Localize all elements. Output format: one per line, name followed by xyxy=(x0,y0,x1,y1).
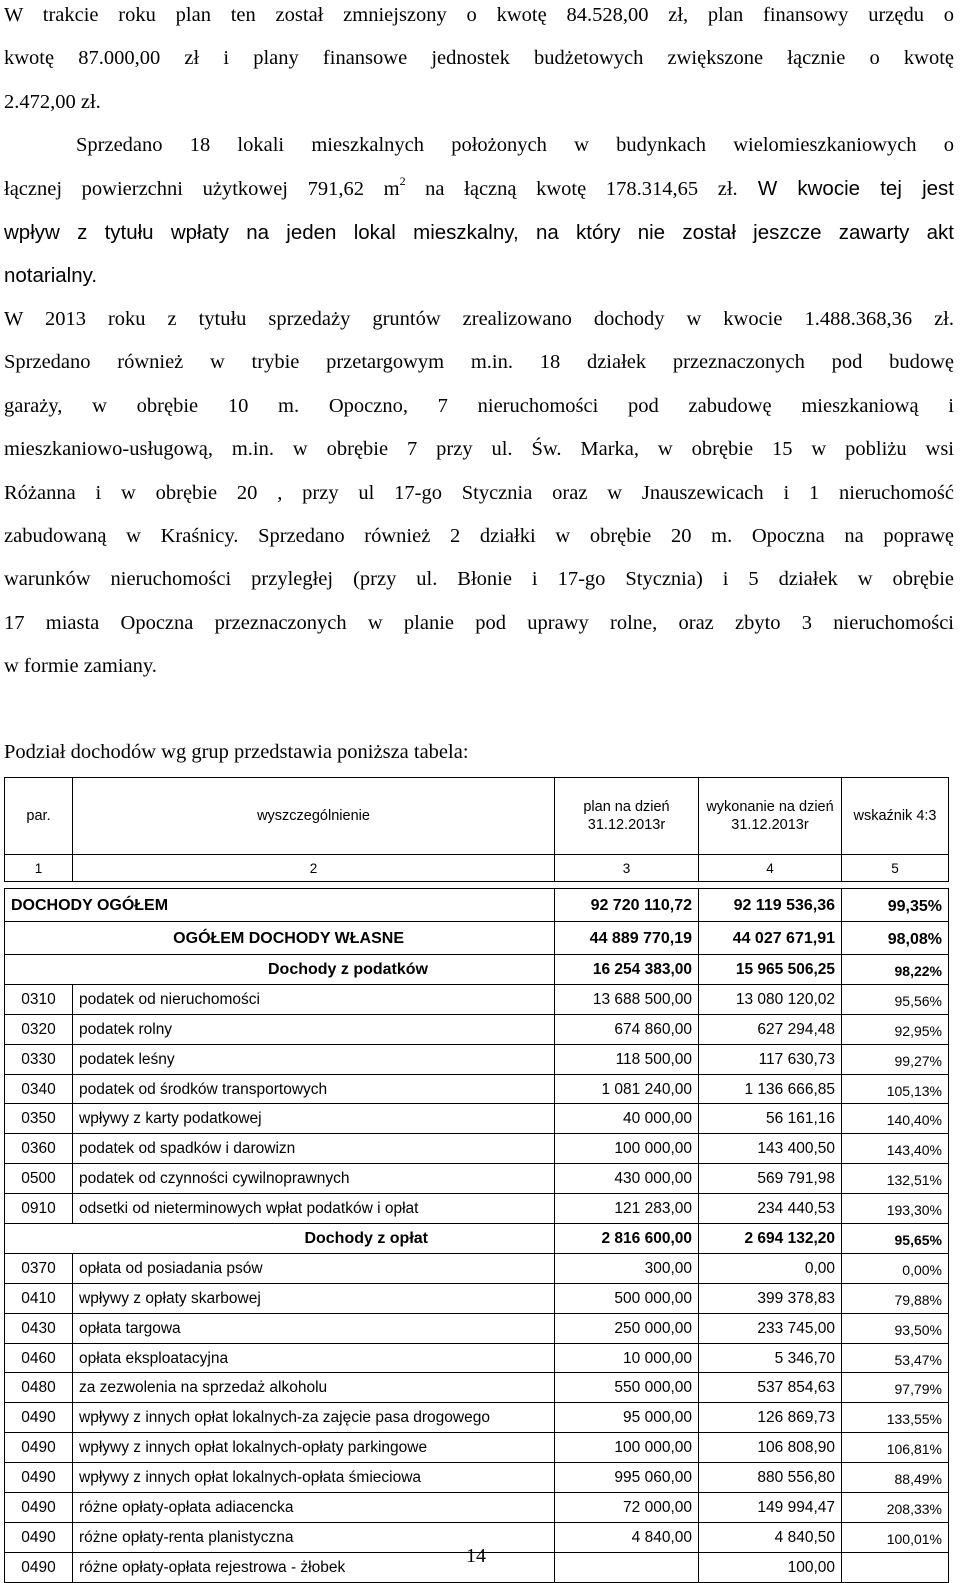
cell-ratio: 143,40% xyxy=(842,1134,949,1164)
group-ratio: 98,22% xyxy=(842,955,949,985)
total-income-row xyxy=(5,889,949,922)
superscript: 2 xyxy=(399,174,406,189)
column-number: 1 xyxy=(5,855,73,882)
header-par: par. xyxy=(5,778,73,855)
cell-description: opłata od posiadania psów xyxy=(73,1253,555,1283)
cell-par: 0490 xyxy=(5,1552,73,1582)
cell-plan: 100 000,00 xyxy=(555,1134,699,1164)
cell-ratio: 133,55% xyxy=(842,1403,949,1433)
cell-plan: 118 500,00 xyxy=(555,1044,699,1074)
cell-execution: 13 080 120,02 xyxy=(699,984,842,1014)
text-line: garaży, w obrębie 10 m. Opoczno, 7 nieruchomości pod zabudowę mieszkaniową i xyxy=(4,394,954,417)
cell-description: różne opłaty-renta planistyczna xyxy=(73,1522,555,1552)
own-income-label: OGÓŁEM DOCHODY WŁASNE xyxy=(5,922,555,955)
taxes-group-row xyxy=(5,955,949,985)
header-plan: plan na dzień 31.12.2013r xyxy=(555,778,699,855)
text-line: notarialny. xyxy=(4,264,98,288)
column-numbers-row xyxy=(5,855,949,882)
table-row xyxy=(5,1463,949,1493)
group-label: Dochody z podatków xyxy=(5,955,555,985)
group-execution: 15 965 506,25 xyxy=(699,955,842,985)
text-line: 17 miasta Opoczna przeznaczonych w planie pod uprawy rolne, oraz zbyto 3 nieruchomości xyxy=(4,611,954,634)
text-line: kwotę 87.000,00 zł i plany finansowe jednostek budżetowych zwiększone łącznie o kwotę xyxy=(4,47,954,70)
cell-plan xyxy=(555,1552,699,1582)
cell-description: wpływy z innych opłat lokalnych-opłaty parkingowe xyxy=(73,1433,555,1463)
cell-par: 0480 xyxy=(5,1373,73,1403)
text-line: Sprzedano 18 lokali mieszkalnych położonych w budynkach wielomieszkaniowych o xyxy=(76,134,954,156)
cell-execution: 399 378,83 xyxy=(699,1283,842,1313)
cell-description: podatek od spadków i darowizn xyxy=(73,1134,555,1164)
table-row xyxy=(5,1134,949,1164)
text-line: Podział dochodów wg grup przedstawia poniższa tabela: xyxy=(4,741,469,763)
table-row xyxy=(5,1194,949,1224)
header-description: wyszczególnienie xyxy=(73,778,555,855)
cell-plan: 10 000,00 xyxy=(555,1343,699,1373)
cell-execution: 880 556,80 xyxy=(699,1463,842,1493)
cell-ratio: 105,13% xyxy=(842,1074,949,1104)
cell-ratio: 140,40% xyxy=(842,1104,949,1134)
cell-description: podatek rolny xyxy=(73,1014,555,1044)
cell-description: opłata eksploatacyjna xyxy=(73,1343,555,1373)
header-execution: wykonanie na dzień 31.12.2013r xyxy=(699,778,842,855)
income-table-body xyxy=(5,778,949,1583)
group-label: Dochody z opłat xyxy=(5,1224,555,1254)
cell-par: 0410 xyxy=(5,1283,73,1313)
cell-par: 0340 xyxy=(5,1074,73,1104)
cell-execution: 5 346,70 xyxy=(699,1343,842,1373)
table-row xyxy=(5,1014,949,1044)
income-table xyxy=(4,777,949,1583)
cell-par: 0500 xyxy=(5,1164,73,1194)
table-row xyxy=(5,984,949,1014)
table-row xyxy=(5,1044,949,1074)
cell-plan: 674 860,00 xyxy=(555,1014,699,1044)
cell-description: wpływy z karty podatkowej xyxy=(73,1104,555,1134)
cell-ratio: 53,47% xyxy=(842,1343,949,1373)
group-execution: 2 694 132,20 xyxy=(699,1224,842,1254)
text-line: mieszkaniowo-usługową, m.in. w obrębie 7 przy ul. Św. Marka, w obrębie 15 w pobliżu wsi xyxy=(4,438,954,461)
text-fragment: W kwocie tej jest xyxy=(737,177,954,201)
income-table-wrapper xyxy=(4,777,948,1583)
cell-description: wpływy z innych opłat lokalnych-opłata śmieciowa xyxy=(73,1463,555,1493)
cell-par: 0360 xyxy=(5,1134,73,1164)
table-row xyxy=(5,1104,949,1134)
own-income-execution: 44 027 671,91 xyxy=(699,922,842,955)
cell-plan: 100 000,00 xyxy=(555,1433,699,1463)
cell-ratio: 132,51% xyxy=(842,1164,949,1194)
cell-par: 0490 xyxy=(5,1433,73,1463)
total-execution: 92 119 536,36 xyxy=(699,889,842,922)
own-income-row xyxy=(5,922,949,955)
cell-ratio: 106,81% xyxy=(842,1433,949,1463)
cell-par: 0350 xyxy=(5,1104,73,1134)
cell-description: różne opłaty-opłata adiacencka xyxy=(73,1493,555,1523)
paragraph-land-sale xyxy=(4,298,954,689)
cell-par: 0910 xyxy=(5,1194,73,1224)
text-line: wpływ z tytułu wpłaty na jeden lokal mieszkalny, na który nie został jeszcze zawarty akt xyxy=(4,220,954,244)
cell-execution: 117 630,73 xyxy=(699,1044,842,1074)
column-number: 4 xyxy=(699,855,842,882)
cell-ratio: 93,50% xyxy=(842,1313,949,1343)
cell-execution: 537 854,63 xyxy=(699,1373,842,1403)
cell-execution: 149 994,47 xyxy=(699,1493,842,1523)
cell-ratio: 0,00% xyxy=(842,1253,949,1283)
cell-description: podatek leśny xyxy=(73,1044,555,1074)
cell-description: za zezwolenia na sprzedaż alkoholu xyxy=(73,1373,555,1403)
cell-ratio: 100,01% xyxy=(842,1522,949,1552)
paragraph-apartments-sale xyxy=(4,124,954,298)
cell-ratio: 99,27% xyxy=(842,1044,949,1074)
cell-ratio: 193,30% xyxy=(842,1194,949,1224)
cell-execution: 234 440,53 xyxy=(699,1194,842,1224)
text-line: zabudowaną w Kraśnicy. Sprzedano również 2 działki w obrębie 20 m. Opoczna na poprawę xyxy=(4,524,954,547)
cell-par: 0430 xyxy=(5,1313,73,1343)
cell-plan: 40 000,00 xyxy=(555,1104,699,1134)
group-ratio: 95,65% xyxy=(842,1224,949,1254)
column-number: 5 xyxy=(842,855,949,882)
cell-execution: 56 161,16 xyxy=(699,1104,842,1134)
table-row xyxy=(5,1343,949,1373)
cell-plan: 4 840,00 xyxy=(555,1522,699,1552)
cell-plan: 550 000,00 xyxy=(555,1373,699,1403)
cell-plan: 13 688 500,00 xyxy=(555,984,699,1014)
cell-ratio: 208,33% xyxy=(842,1493,949,1523)
cell-ratio: 88,49% xyxy=(842,1463,949,1493)
text-line: W trakcie roku plan ten został zmniejszony o kwotę 84.528,00 zł, plan finansowy urzędu o xyxy=(4,4,954,26)
table-row xyxy=(5,1493,949,1523)
cell-par: 0490 xyxy=(5,1403,73,1433)
text-line: Różanna i w obrębie 20 , przy ul 17-go Stycznia oraz w Jnauszewicach i 1 nieruchomość xyxy=(4,481,954,504)
text-line: w formie zamiany. xyxy=(4,655,157,678)
cell-description: wpływy z innych opłat lokalnych-za zajęcie pasa drogowego xyxy=(73,1403,555,1433)
text-line xyxy=(4,167,954,210)
cell-ratio: 95,56% xyxy=(842,984,949,1014)
text-line: 2.472,00 zł. xyxy=(4,90,101,113)
cell-ratio xyxy=(842,1552,949,1582)
cell-execution: 233 745,00 xyxy=(699,1313,842,1343)
column-number: 3 xyxy=(555,855,699,882)
column-number: 2 xyxy=(73,855,555,882)
cell-par: 0490 xyxy=(5,1463,73,1493)
text-fragment: na łączną kwotę 178.314,65 zł. xyxy=(405,178,738,201)
cell-plan: 995 060,00 xyxy=(555,1463,699,1493)
header-ratio: wskaźnik 4:3 xyxy=(842,778,949,855)
group-plan: 2 816 600,00 xyxy=(555,1224,699,1254)
table-row xyxy=(5,1433,949,1463)
cell-plan: 300,00 xyxy=(555,1253,699,1283)
cell-plan: 430 000,00 xyxy=(555,1164,699,1194)
cell-execution: 106 808,90 xyxy=(699,1433,842,1463)
total-ratio: 99,35% xyxy=(842,889,949,922)
own-income-ratio: 98,08% xyxy=(842,922,949,955)
cell-execution: 143 400,50 xyxy=(699,1134,842,1164)
table-row xyxy=(5,1313,949,1343)
cell-description: wpływy z opłaty skarbowej xyxy=(73,1283,555,1313)
cell-execution: 1 136 666,85 xyxy=(699,1074,842,1104)
cell-description: podatek od nieruchomości xyxy=(73,984,555,1014)
group-plan: 16 254 383,00 xyxy=(555,955,699,985)
cell-execution: 627 294,48 xyxy=(699,1014,842,1044)
cell-plan: 95 000,00 xyxy=(555,1403,699,1433)
table-intro xyxy=(4,731,954,774)
cell-par: 0490 xyxy=(5,1493,73,1523)
table-row xyxy=(5,1074,949,1104)
cell-plan: 250 000,00 xyxy=(555,1313,699,1343)
table-row xyxy=(5,1164,949,1194)
table-row xyxy=(5,1283,949,1313)
cell-par: 0330 xyxy=(5,1044,73,1074)
cell-ratio: 92,95% xyxy=(842,1014,949,1044)
cell-description: odsetki od nieterminowych wpłat podatków i opłat xyxy=(73,1194,555,1224)
cell-execution: 100,00 xyxy=(699,1552,842,1582)
paragraph-plan-change xyxy=(4,0,954,124)
table-row xyxy=(5,1403,949,1433)
table-header-row xyxy=(5,778,949,855)
cell-description: podatek od czynności cywilnoprawnych xyxy=(73,1164,555,1194)
cell-execution: 126 869,73 xyxy=(699,1403,842,1433)
cell-par: 0490 xyxy=(5,1522,73,1552)
total-label: DOCHODY OGÓŁEM xyxy=(5,889,555,922)
cell-par: 0370 xyxy=(5,1253,73,1283)
text-line: W 2013 roku z tytułu sprzedaży gruntów zrealizowano dochody w kwocie 1.488.368,36 zł. xyxy=(4,308,954,330)
table-row xyxy=(5,1253,949,1283)
fees-group-row xyxy=(5,1224,949,1254)
cell-execution: 4 840,50 xyxy=(699,1522,842,1552)
cell-execution: 569 791,98 xyxy=(699,1164,842,1194)
own-income-plan: 44 889 770,19 xyxy=(555,922,699,955)
cell-par: 0320 xyxy=(5,1014,73,1044)
cell-plan: 121 283,00 xyxy=(555,1194,699,1224)
cell-execution: 0,00 xyxy=(699,1253,842,1283)
text-line: Sprzedano również w trybie przetargowym m.in. 18 działek przeznaczonych pod budowę xyxy=(4,351,954,374)
text-fragment: łącznej powierzchni użytkowej 791,62 m xyxy=(4,178,400,201)
cell-plan: 1 081 240,00 xyxy=(555,1074,699,1104)
text-line: warunków nieruchomości przyległej (przy ul. Błonie i 17-go Stycznia) i 5 działek w obrębie xyxy=(4,568,954,591)
cell-par: 0460 xyxy=(5,1343,73,1373)
cell-description: opłata targowa xyxy=(73,1313,555,1343)
page-number: 14 xyxy=(466,1545,486,1567)
cell-description: podatek od środków transportowych xyxy=(73,1074,555,1104)
cell-par: 0310 xyxy=(5,984,73,1014)
table-row xyxy=(5,1373,949,1403)
total-plan: 92 720 110,72 xyxy=(555,889,699,922)
cell-description: różne opłaty-opłata rejestrowa - żłobek xyxy=(73,1552,555,1582)
spacer-row xyxy=(5,882,949,889)
cell-ratio: 97,79% xyxy=(842,1373,949,1403)
cell-plan: 72 000,00 xyxy=(555,1493,699,1523)
cell-ratio: 79,88% xyxy=(842,1283,949,1313)
cell-plan: 500 000,00 xyxy=(555,1283,699,1313)
